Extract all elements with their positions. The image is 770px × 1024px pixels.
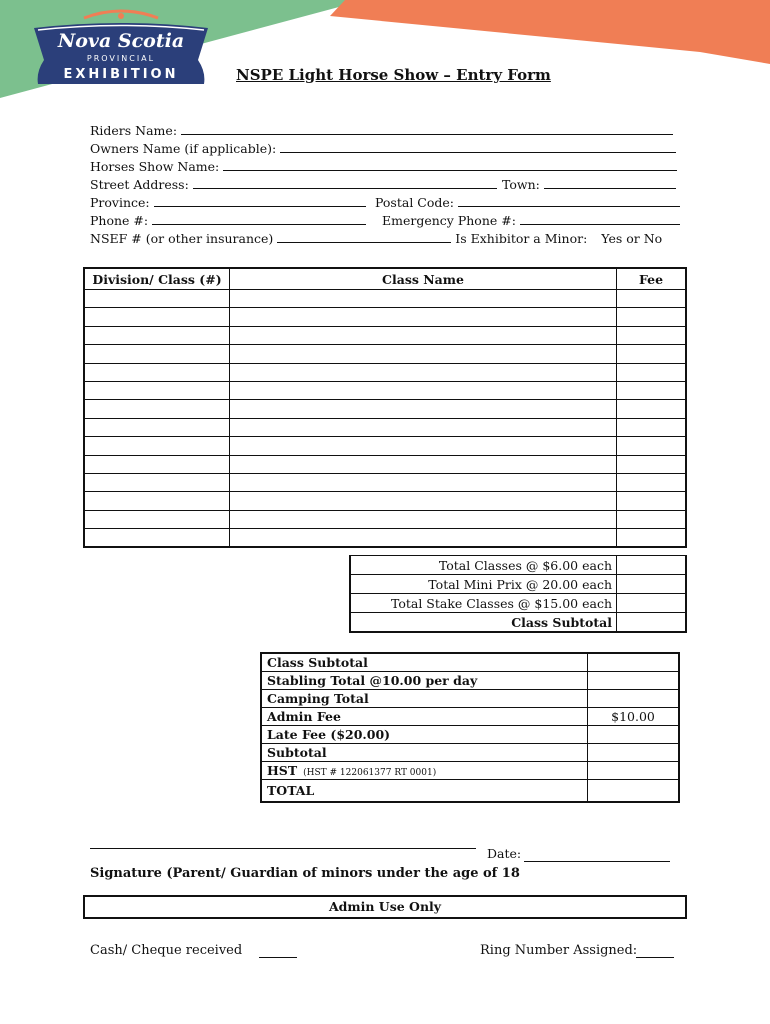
street-address-field[interactable] — [193, 176, 497, 189]
riders-name-label: Riders Name: — [90, 123, 178, 138]
province-field[interactable] — [154, 194, 366, 207]
summary-label: TOTAL — [267, 782, 315, 798]
division-class-cell[interactable] — [84, 418, 230, 436]
totals-value[interactable] — [617, 613, 687, 633]
postal-code-label: Postal Code: — [375, 195, 454, 210]
logo-line1: Nova Scotia — [57, 30, 185, 52]
summary-value[interactable] — [588, 653, 680, 672]
town-field[interactable] — [544, 176, 676, 189]
class-name-cell[interactable] — [230, 326, 617, 344]
nsef-row — [90, 230, 690, 248]
division-class-cell[interactable] — [84, 290, 230, 308]
totals-label: Total Mini Prix @ 20.00 each — [350, 575, 617, 594]
owners-name-field[interactable] — [280, 140, 676, 153]
summary-row — [261, 708, 679, 726]
summary-label-cell — [261, 762, 588, 780]
province-row — [90, 194, 690, 212]
summary-row — [261, 726, 679, 744]
nsef-field[interactable] — [277, 230, 451, 243]
totals-label: Total Stake Classes @ $15.00 each — [350, 594, 617, 613]
phone-field[interactable] — [152, 212, 366, 225]
class-entry-row — [84, 363, 686, 381]
phone-label: Phone #: — [90, 213, 149, 228]
summary-label: Subtotal — [267, 745, 327, 760]
class-name-cell[interactable] — [230, 510, 617, 528]
class-entry-row — [84, 400, 686, 418]
fee-cell[interactable] — [617, 510, 687, 528]
class-name-cell[interactable] — [230, 473, 617, 491]
fee-cell[interactable] — [617, 381, 687, 399]
summary-label: Admin Fee — [267, 709, 341, 724]
summary-value[interactable] — [588, 672, 680, 690]
totals-row — [350, 556, 686, 575]
fee-cell[interactable] — [617, 326, 687, 344]
summary-label: HST — [267, 763, 298, 778]
postal-code-field[interactable] — [458, 194, 680, 207]
summary-label-cell — [261, 780, 588, 802]
summary-row — [261, 762, 679, 780]
fee-cell[interactable] — [617, 290, 687, 308]
summary-value[interactable] — [588, 744, 680, 762]
ring-number-label: Ring Number Assigned: — [480, 943, 638, 958]
division-class-cell[interactable] — [84, 455, 230, 473]
hst-number: (HST # 122061377 RT 0001) — [303, 768, 437, 778]
division-class-cell[interactable] — [84, 510, 230, 528]
summary-value[interactable] — [588, 780, 680, 802]
fee-cell[interactable] — [617, 308, 687, 326]
class-name-cell[interactable] — [230, 529, 617, 548]
summary-row — [261, 780, 679, 802]
fee-cell[interactable] — [617, 400, 687, 418]
summary-label-cell — [261, 672, 588, 690]
class-entry-row — [84, 455, 686, 473]
summary-value[interactable]: $10.00 — [588, 708, 680, 726]
page-title: NSPE Light Horse Show – Entry Form — [236, 66, 551, 84]
class-entry-row — [84, 290, 686, 308]
riders-name-field[interactable] — [181, 122, 673, 135]
fee-cell[interactable] — [617, 345, 687, 363]
summary-value[interactable] — [588, 726, 680, 744]
ring-number-field[interactable] — [636, 944, 674, 958]
totals-value[interactable] — [617, 594, 687, 613]
totals-row — [350, 613, 686, 633]
class-name-cell[interactable] — [230, 308, 617, 326]
class-name-cell[interactable] — [230, 455, 617, 473]
class-entry-row — [84, 326, 686, 344]
totals-row — [350, 575, 686, 594]
summary-label: Late Fee ($20.00) — [267, 727, 391, 742]
fee-cell[interactable] — [617, 492, 687, 510]
town-label: Town: — [502, 177, 540, 192]
summary-label-cell — [261, 744, 588, 762]
summary-label: Stabling Total @10.00 per day — [267, 673, 478, 688]
applicant-fields — [90, 122, 690, 248]
class-name-header: Class Name — [230, 268, 617, 290]
class-entry-row — [84, 529, 686, 548]
fee-cell[interactable] — [617, 363, 687, 381]
division-class-cell[interactable] — [84, 308, 230, 326]
emergency-phone-label: Emergency Phone #: — [382, 213, 516, 228]
summary-label: Class Subtotal — [267, 655, 368, 670]
horses-show-name-label: Horses Show Name: — [90, 159, 220, 174]
owners-name-row — [90, 140, 690, 158]
nsef-label: NSEF # (or other insurance) — [90, 231, 274, 246]
date-field[interactable] — [524, 848, 670, 862]
phone-row — [90, 212, 690, 230]
province-label: Province: — [90, 195, 150, 210]
class-entry-row — [84, 492, 686, 510]
summary-row — [261, 672, 679, 690]
summary-table — [260, 652, 680, 803]
summary-label-cell — [261, 653, 588, 672]
division-class-cell[interactable] — [84, 437, 230, 455]
division-class-cell[interactable] — [84, 473, 230, 491]
class-name-cell[interactable] — [230, 400, 617, 418]
summary-row — [261, 690, 679, 708]
minor-label: Is Exhibitor a Minor: — [455, 231, 588, 246]
fee-cell[interactable] — [617, 473, 687, 491]
fee-header: Fee — [617, 268, 687, 290]
class-entry-row — [84, 437, 686, 455]
division-class-cell[interactable] — [84, 529, 230, 548]
summary-value[interactable] — [588, 762, 680, 780]
summary-label: Camping Total — [267, 691, 369, 706]
fee-cell[interactable] — [617, 455, 687, 473]
division-class-cell[interactable] — [84, 381, 230, 399]
owners-name-label: Owners Name (if applicable): — [90, 141, 277, 156]
class-name-cell[interactable] — [230, 345, 617, 363]
class-entry-row — [84, 473, 686, 491]
minor-options[interactable]: Yes or No — [601, 231, 663, 246]
division-class-cell[interactable] — [84, 492, 230, 510]
division-class-cell[interactable] — [84, 363, 230, 381]
fee-cell[interactable] — [617, 529, 687, 548]
summary-value[interactable] — [588, 690, 680, 708]
totals-label: Total Classes @ $6.00 each — [350, 556, 617, 575]
cash-cheque-field[interactable] — [259, 944, 297, 958]
summary-label-cell — [261, 726, 588, 744]
fee-cell[interactable] — [617, 437, 687, 455]
totals-value[interactable] — [617, 556, 687, 575]
class-name-cell[interactable] — [230, 418, 617, 436]
fee-cell[interactable] — [617, 418, 687, 436]
summary-row — [261, 653, 679, 672]
date-label: Date: — [487, 846, 522, 861]
summary-label-cell — [261, 690, 588, 708]
totals-label: Class Subtotal — [350, 613, 617, 633]
riders-name-row — [90, 122, 690, 140]
signature-caption: Signature (Parent/ Guardian of minors under the age of 18 — [90, 866, 520, 881]
totals-value[interactable] — [617, 575, 687, 594]
street-address-label: Street Address: — [90, 177, 189, 192]
horses-show-name-row — [90, 158, 690, 176]
admin-use-only-box: Admin Use Only — [83, 895, 687, 919]
signature-line[interactable] — [90, 848, 476, 849]
division-class-cell[interactable] — [84, 326, 230, 344]
logo-line2: PROVINCIAL — [86, 54, 156, 63]
class-name-cell[interactable] — [230, 363, 617, 381]
class-name-cell[interactable] — [230, 290, 617, 308]
class-table-header — [84, 268, 686, 290]
horses-show-name-field[interactable] — [223, 158, 677, 171]
class-totals-table — [349, 555, 687, 633]
summary-label-cell — [261, 708, 588, 726]
division-class-header: Division/ Class (#) — [84, 268, 230, 290]
class-name-cell[interactable] — [230, 437, 617, 455]
totals-row — [350, 594, 686, 613]
street-address-row — [90, 176, 690, 194]
class-entry-table — [83, 267, 687, 548]
logo-line3: EXHIBITION — [63, 67, 179, 82]
class-entry-row — [84, 510, 686, 528]
division-class-cell[interactable] — [84, 345, 230, 363]
class-entry-row — [84, 308, 686, 326]
class-name-cell[interactable] — [230, 381, 617, 399]
nspe-logo — [28, 8, 214, 90]
class-entry-row — [84, 418, 686, 436]
class-entry-row — [84, 345, 686, 363]
class-entry-row — [84, 381, 686, 399]
emergency-phone-field[interactable] — [520, 212, 680, 225]
cash-cheque-label: Cash/ Cheque received — [90, 943, 243, 958]
division-class-cell[interactable] — [84, 400, 230, 418]
class-name-cell[interactable] — [230, 492, 617, 510]
summary-row — [261, 744, 679, 762]
